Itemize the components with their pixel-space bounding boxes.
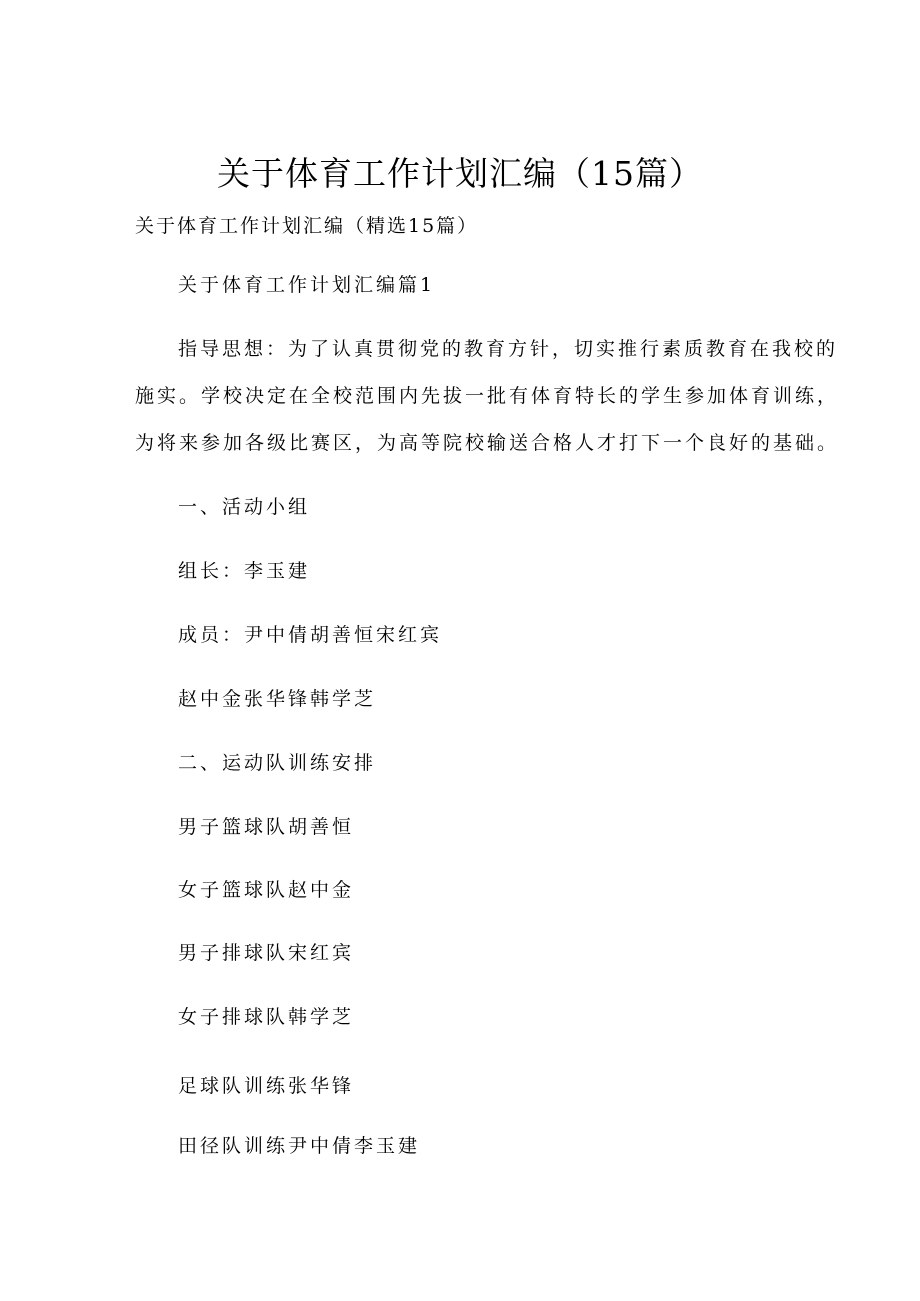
document-subtitle: 关于体育工作计划汇编（精选15篇）	[135, 215, 479, 237]
section-heading: 关于体育工作计划汇编篇1	[178, 274, 436, 296]
list-item: 二、运动队训练安排	[178, 752, 377, 774]
paragraph-line-1: 指导思想：为了认真贯彻党的教育方针，切实推行素质教育在我校的	[178, 338, 839, 360]
list-item: 田径队训练尹中倩李玉建	[178, 1135, 421, 1157]
list-item: 女子篮球队赵中金	[178, 879, 355, 901]
list-item: 男子篮球队胡善恒	[178, 816, 355, 838]
list-item: 成员：尹中倩胡善恒宋红宾	[178, 624, 443, 646]
list-item: 足球队训练张华锋	[178, 1075, 355, 1097]
list-item: 女子排球队韩学芝	[178, 1006, 355, 1028]
paragraph-line-2: 施实。学校决定在全校范围内先拔一批有体育特长的学生参加体育训练，	[135, 385, 840, 407]
list-item: 一、活动小组	[178, 496, 311, 518]
paragraph-line-3: 为将来参加各级比赛区，为高等院校输送合格人才打下一个良好的基础。	[135, 432, 840, 454]
list-item: 男子排球队宋红宾	[178, 942, 355, 964]
list-item: 赵中金张华锋韩学芝	[178, 688, 377, 710]
list-item: 组长：李玉建	[178, 560, 311, 582]
document-title: 关于体育工作计划汇编（15篇）	[217, 154, 703, 193]
